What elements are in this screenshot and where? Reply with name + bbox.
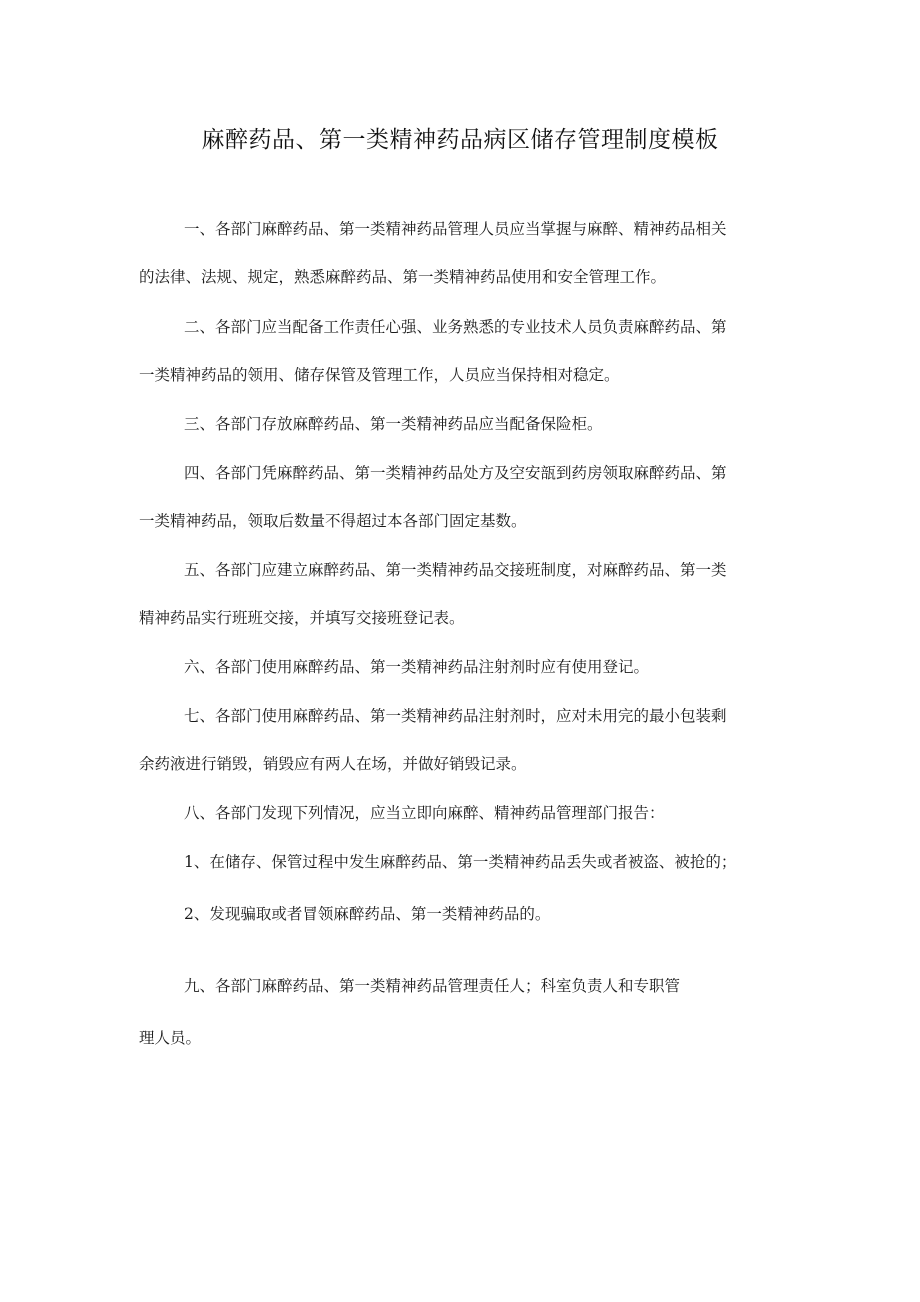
paragraph-8 <box>139 789 799 837</box>
paragraph-10-line-1: 2、发现骗取或者冒领麻醉药品、第一类精神药品的。 <box>184 905 551 923</box>
paragraph-7 <box>139 692 799 788</box>
paragraph-11-line-2: 理人员。 <box>139 1029 202 1047</box>
paragraph-9 <box>139 838 799 886</box>
paragraph-6 <box>139 643 799 691</box>
paragraph-2 <box>139 303 799 399</box>
paragraph-1 <box>139 205 799 301</box>
paragraph-3 <box>139 400 799 448</box>
paragraph-6-line-1: 六、各部门使用麻醉药品、第一类精神药品注射剂时应有使用登记。 <box>184 658 650 676</box>
paragraph-7-line-2: 余药液进行销毁，销毁应有两人在场，并做好销毁记录。 <box>139 755 527 773</box>
paragraph-11 <box>139 962 799 1062</box>
paragraph-2-line-1: 二、各部门应当配备工作责任心强、业务熟悉的专业技术人员负责麻醉药品、第 <box>184 318 727 336</box>
paragraph-5-line-2: 精神药品实行班班交接，并填写交接班登记表。 <box>139 609 465 627</box>
paragraph-11-line-1: 九、各部门麻醉药品、第一类精神药品管理责任人；科室负责人和专职管 <box>184 977 681 995</box>
paragraph-2-line-2: 一类精神药品的领用、储存保管及管理工作，人员应当保持相对稳定。 <box>139 366 620 384</box>
paragraph-4-line-1: 四、各部门凭麻醉药品、第一类精神药品处方及空安瓿到药房领取麻醉药品、第 <box>184 464 727 482</box>
paragraph-1-line-1: 一、各部门麻醉药品、第一类精神药品管理人员应当掌握与麻醉、精神药品相关 <box>184 220 727 238</box>
paragraph-8-line-1: 八、各部门发现下列情况，应当立即向麻醉、精神药品管理部门报告： <box>184 804 665 822</box>
paragraph-7-line-1: 七、各部门使用麻醉药品、第一类精神药品注射剂时，应对未用完的最小包装剩 <box>184 707 727 725</box>
paragraph-5 <box>139 546 799 642</box>
paragraph-10 <box>139 890 799 938</box>
paragraph-9-line-1: 1、在储存、保管过程中发生麻醉药品、第一类精神药品丢失或者被盗、被抢的； <box>184 853 737 871</box>
paragraph-5-line-1: 五、各部门应建立麻醉药品、第一类精神药品交接班制度，对麻醉药品、第一类 <box>184 561 727 579</box>
paragraph-3-line-1: 三、各部门存放麻醉药品、第一类精神药品应当配备保险柜。 <box>184 415 603 433</box>
document-title: 麻醉药品、第一类精神药品病区储存管理制度模板 <box>201 127 719 153</box>
paragraph-1-line-2: 的法律、法规、规定，熟悉麻醉药品、第一类精神药品使用和安全管理工作。 <box>139 268 667 286</box>
paragraph-4 <box>139 449 799 545</box>
paragraph-4-line-2: 一类精神药品，领取后数量不得超过本各部门固定基数。 <box>139 512 527 530</box>
